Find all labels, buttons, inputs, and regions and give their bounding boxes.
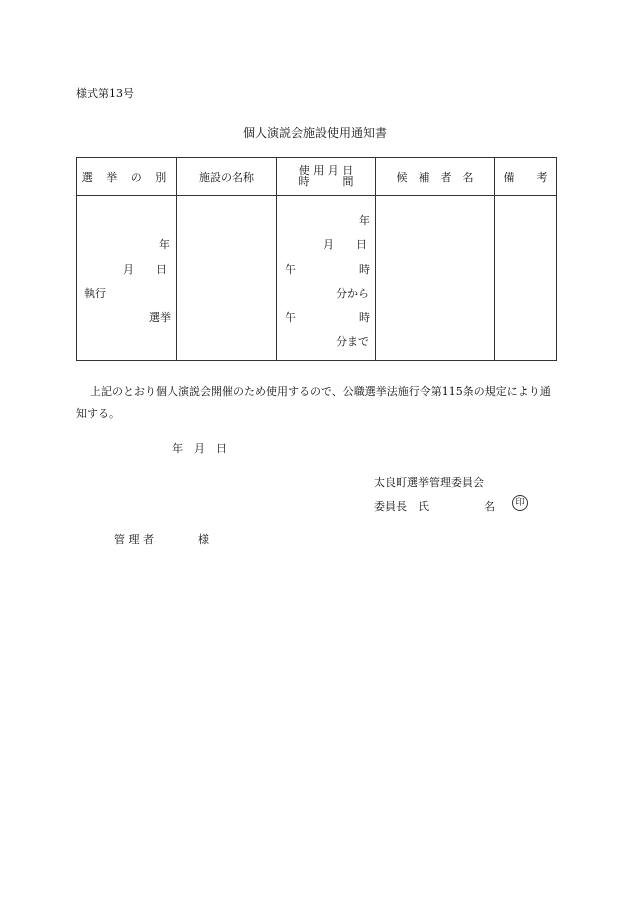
form-number: 様式第13号 xyxy=(76,87,134,100)
usage-until-minutes: 分まで xyxy=(336,335,369,348)
header-usage-date-time xyxy=(277,158,376,196)
header-election-type: 選 挙 の 別 xyxy=(77,158,177,196)
remarks-cell xyxy=(495,196,557,361)
usage-month-day-label: 月 日 xyxy=(323,238,367,251)
committee-name: 太良町選挙管理委員会 xyxy=(374,476,484,489)
facility-name-cell xyxy=(177,196,277,361)
seal-icon: 印 xyxy=(512,495,528,511)
notice-text: 上記のとおり個人演説会開催のため使用するので、公職選挙法施行令第115条の規定により通知する。 xyxy=(76,385,551,420)
header-usage-time: 時 間 xyxy=(298,175,354,188)
usage-date-time-cell xyxy=(277,196,376,361)
document-title: 個人演説会施設使用通知書 xyxy=(242,126,387,140)
usage-hour-2: 時 xyxy=(359,311,370,324)
election-month-day-label: 月 日 xyxy=(123,263,167,276)
usage-ampm-1: 午 xyxy=(285,263,296,276)
table-header-row xyxy=(77,158,557,196)
header-remarks: 備 考 xyxy=(495,158,557,196)
usage-ampm-2: 午 xyxy=(285,311,296,324)
usage-table xyxy=(76,157,557,361)
election-year-label: 年 xyxy=(159,238,170,251)
election-label: 選挙 xyxy=(149,311,171,324)
chair-name-line: 委員長 氏 名 xyxy=(374,500,495,513)
usage-hour-1: 時 xyxy=(359,263,370,276)
executed-label: 執行 xyxy=(84,287,106,300)
usage-year-label: 年 xyxy=(359,214,370,227)
header-facility-name: 施設の名称 xyxy=(177,158,277,196)
date-line: 年 月 日 xyxy=(172,442,227,455)
table-body-row xyxy=(77,196,557,361)
election-type-cell xyxy=(77,196,177,361)
header-usage-date: 使 用 月 日 xyxy=(298,164,354,177)
candidate-name-cell xyxy=(376,196,495,361)
usage-from-minutes: 分から xyxy=(336,287,369,300)
header-candidate-name: 候 補 者 名 xyxy=(376,158,495,196)
addressee-line: 管 理 者 様 xyxy=(114,533,209,546)
